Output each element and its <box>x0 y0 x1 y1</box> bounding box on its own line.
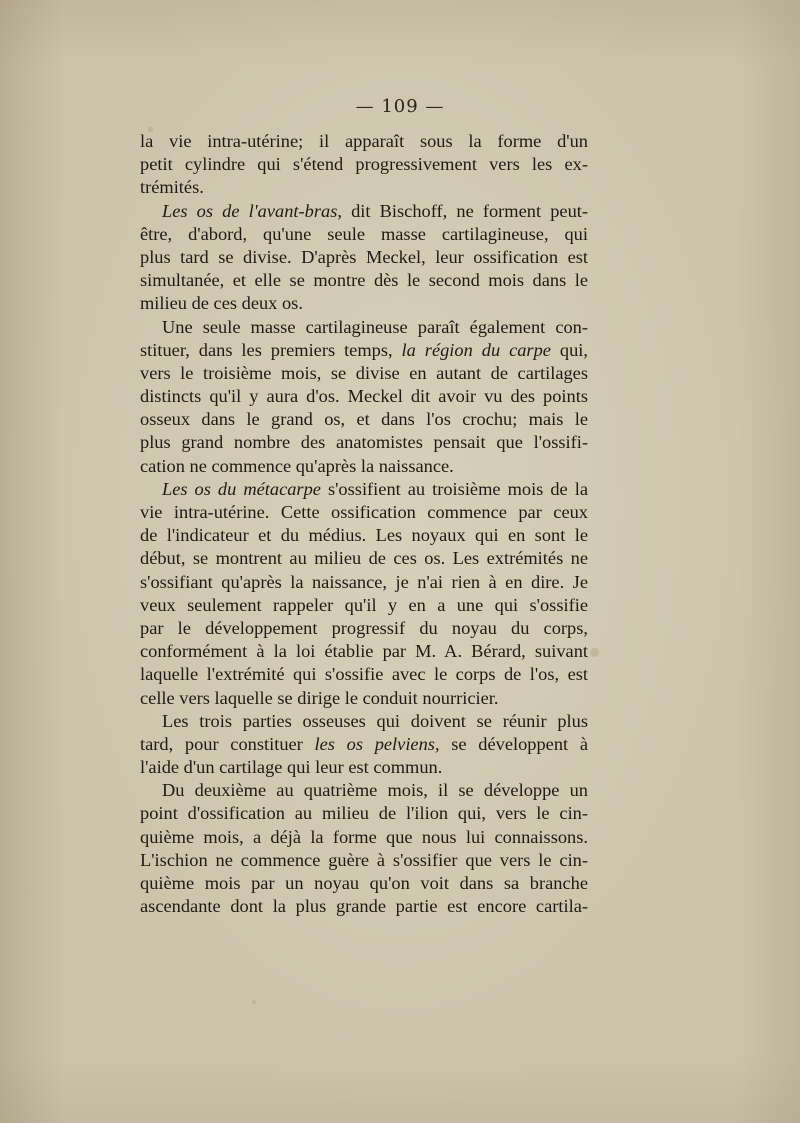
text-run: stituer, dans les premiers temps, <box>140 339 402 360</box>
text-line: milieu de ces deux os. <box>140 293 303 314</box>
text-line: distincts qu'il y aura d'os. Meckel dit avoir vu des points <box>140 386 588 407</box>
text-line <box>140 339 588 362</box>
text-run: , se développent à <box>434 733 588 754</box>
italic-term: la région du carpe <box>401 339 551 360</box>
text-line: par le développement progressif du noyau du corps, <box>140 617 588 638</box>
italic-term: Les os de l'avant-bras <box>162 200 338 221</box>
text-run: qui, <box>550 339 588 360</box>
text-line: s'ossifiant qu'après la naissance, je n'ai rien à en dire. Je <box>140 571 588 592</box>
text-line: ascendante dont la plus grande partie est encore cartila- <box>140 896 588 917</box>
text-line <box>140 733 588 756</box>
text-line: être, d'abord, qu'une seule masse cartilagineuse, qui <box>140 223 588 244</box>
text-line: début, se montrent au milieu de ces os. Les extrémités ne <box>140 548 588 569</box>
text-line: vie intra-utérine. Cette ossification commence par ceux <box>140 502 588 522</box>
text-run: , dit Bischoff, ne forment peut- <box>337 200 588 221</box>
text-line: de l'indicateur et du médius. Les noyaux qui en sont le <box>140 525 588 546</box>
italic-term: Les os du métacarpe <box>162 478 321 499</box>
text-line: plus grand nombre des anatomistes pensait que l'ossifi- <box>140 432 588 453</box>
text-line: plus tard se divise. D'après Meckel, leur ossification est <box>140 246 588 267</box>
paper-spot <box>590 648 599 657</box>
text-line: celle vers laquelle se dirige le conduit nourricier. <box>140 687 499 708</box>
text-line: Une seule masse cartilagineuse paraît également con- <box>162 316 588 337</box>
text-line: Du deuxième au quatrième mois, il se développe un <box>162 780 588 801</box>
text-line: petit cylindre qui s'étend progressivement vers les ex- <box>140 154 588 175</box>
text-line: quième mois par un noyau qu'on voit dans sa branche <box>140 873 588 893</box>
text-line: vers le troisième mois, se divise en autant de cartilages <box>140 362 588 383</box>
text-line: Les trois parties osseuses qui doivent se réunir plus <box>162 710 588 731</box>
text-line: trémités. <box>140 177 204 198</box>
text-line: l'aide d'un cartilage qui leur est commun. <box>140 757 443 778</box>
italic-term: les os pelviens <box>314 733 435 754</box>
text-line: la vie intra-utérine; il apparaît sous la forme d'un <box>140 131 588 151</box>
text-line: conformément à la loi établie par M. A. Bérard, suivant <box>140 641 588 662</box>
text-line: L'ischion ne commence guère à s'ossifier que vers le cin- <box>140 849 588 870</box>
text-line: simultanée, et elle se montre dès le second mois dans le <box>140 270 588 291</box>
text-line <box>140 478 588 501</box>
text-line <box>140 200 588 223</box>
text-line: quième mois, a déjà la forme que nous lui connaissons. <box>140 826 588 847</box>
page-number: — 109 — <box>355 96 445 117</box>
paper-spot <box>252 1000 256 1004</box>
text-line: point d'ossification au milieu de l'ilion qui, vers le cin- <box>140 803 588 824</box>
text-run: s'ossifient au troisième mois de la <box>320 478 588 499</box>
text-run: tard, pour constituer <box>140 733 315 754</box>
text-line: veux seulement rappeler qu'il y en a une qui s'ossifie <box>140 594 588 615</box>
text-line: cation ne commence qu'après la naissance. <box>140 455 454 476</box>
text-line: laquelle l'extrémité qui s'ossifie avec le corps de l'os, est <box>140 664 588 685</box>
text-line: osseux dans le grand os, et dans l'os crochu; mais le <box>140 409 588 430</box>
body-text <box>140 130 588 918</box>
